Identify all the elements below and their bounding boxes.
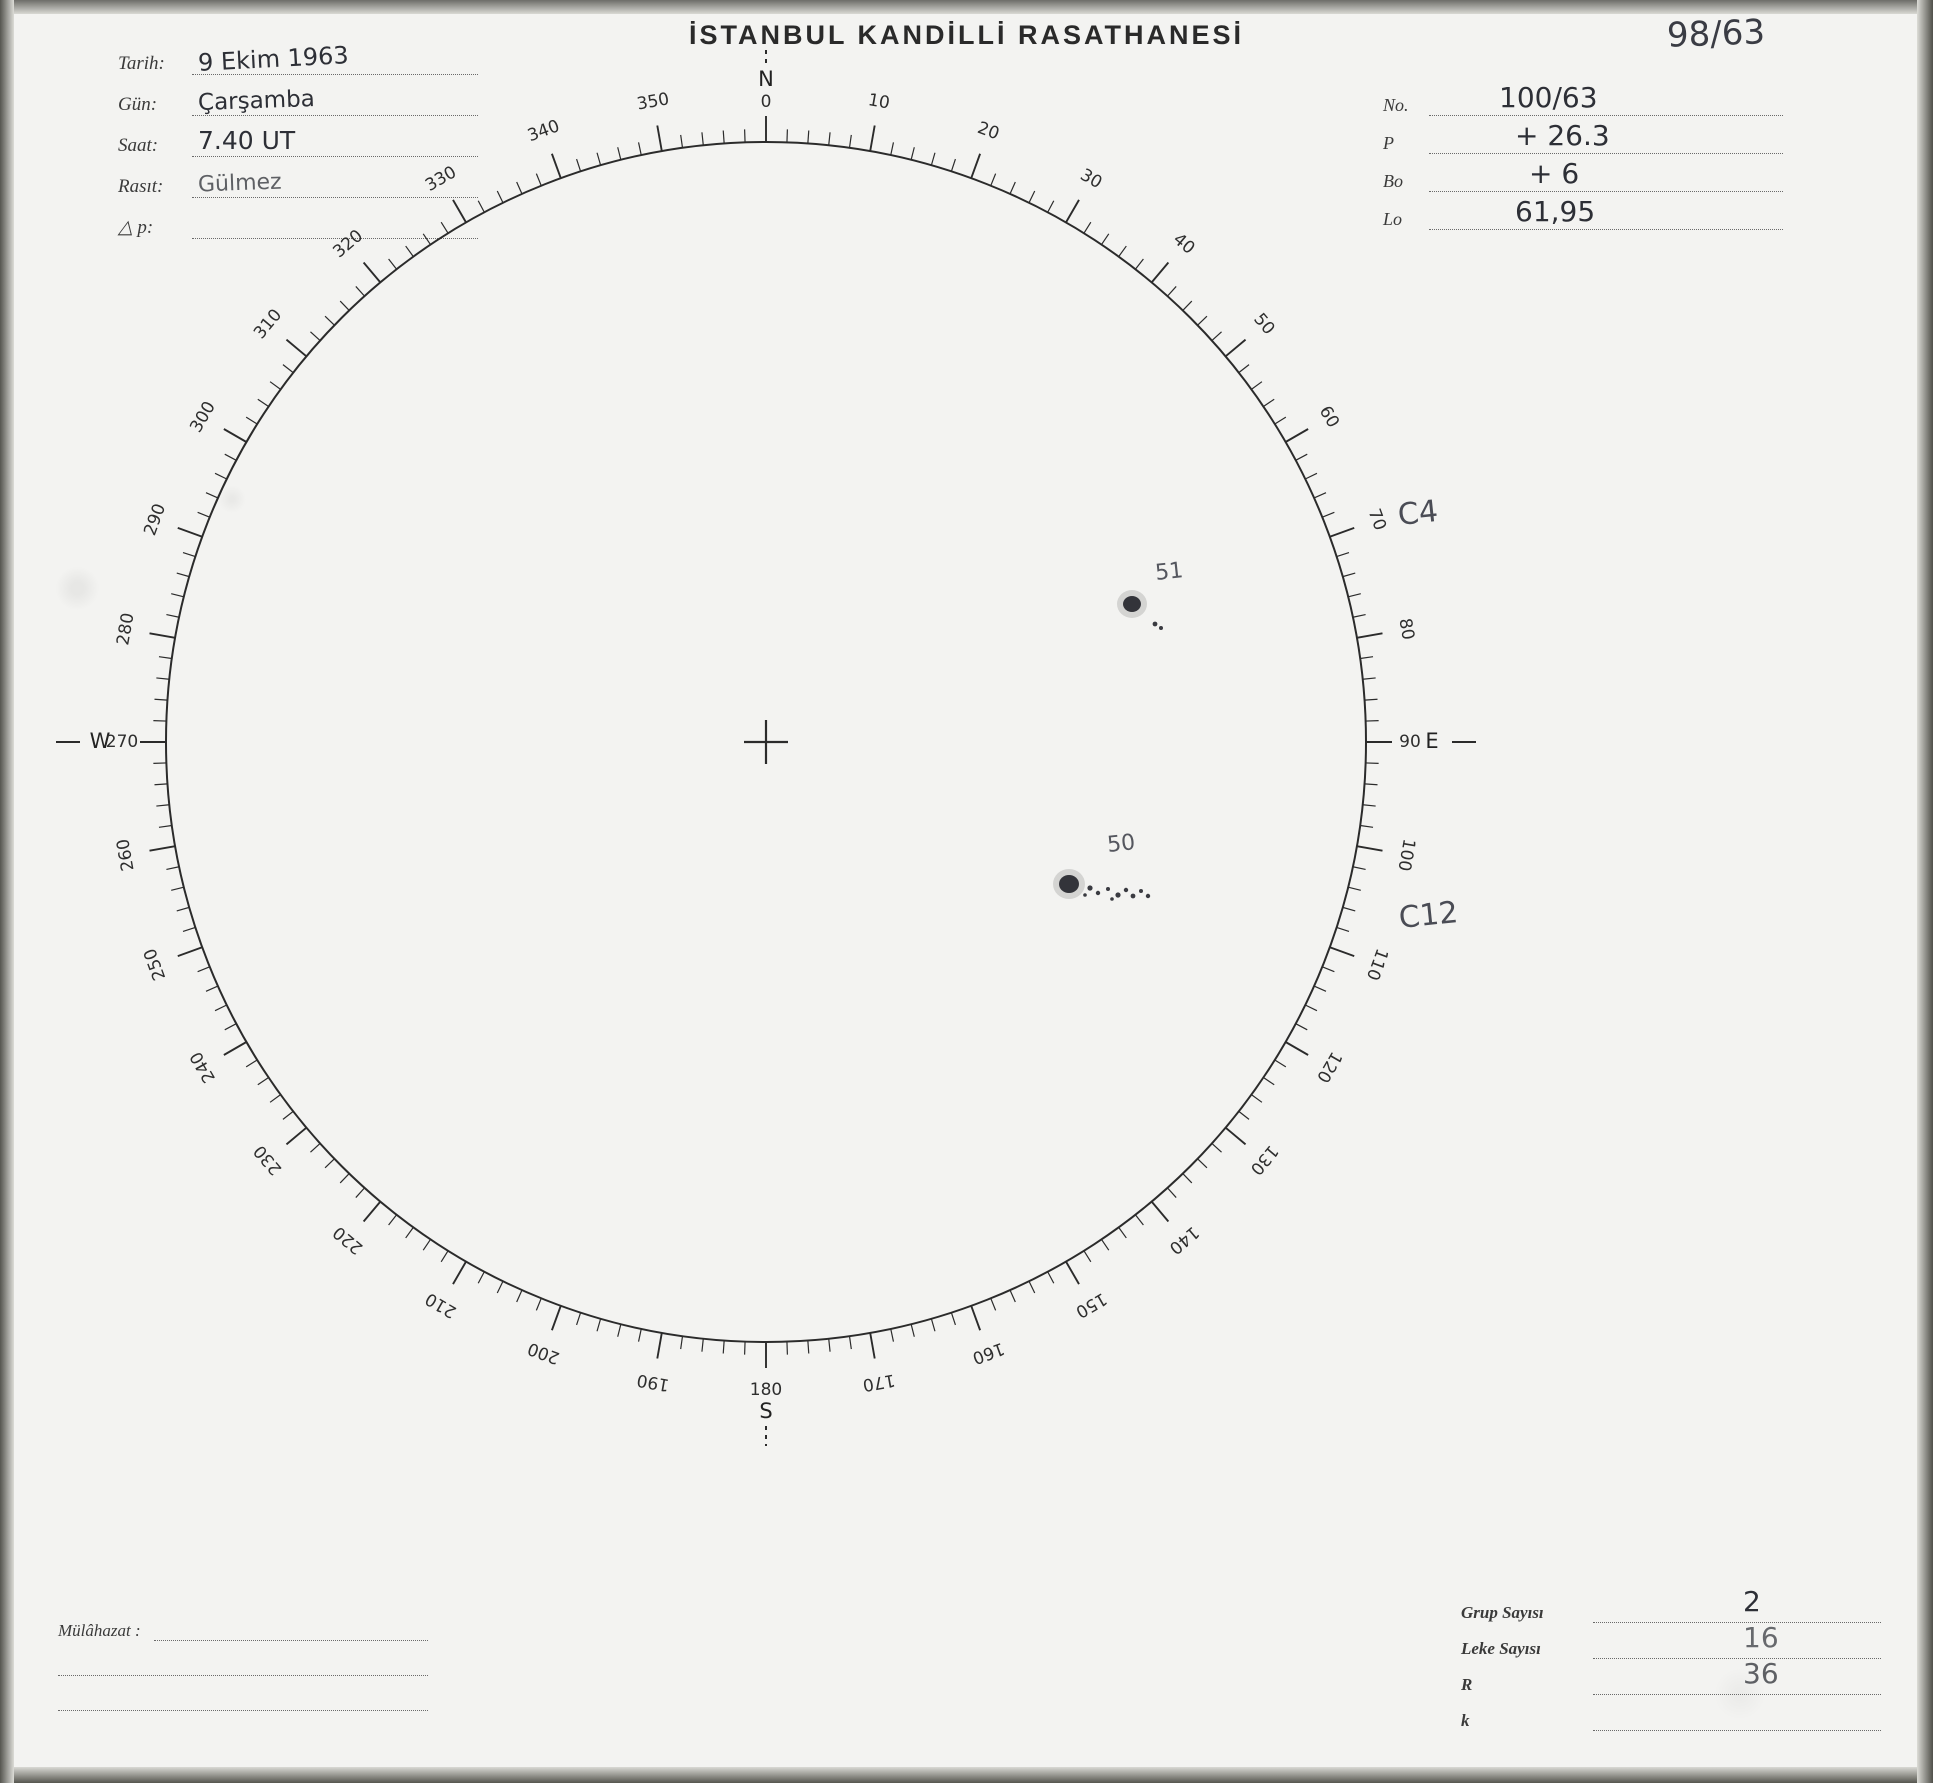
label-p: P [1383, 133, 1394, 153]
degree-tick [286, 340, 306, 357]
degree-tick [597, 1319, 601, 1331]
degree-tick [183, 927, 195, 931]
group-50-pore [1083, 893, 1087, 897]
degree-tick [723, 1341, 724, 1354]
value-r: 36 [1743, 1657, 1779, 1690]
degree-tick [597, 153, 601, 165]
degree-label: 260 [113, 837, 139, 873]
value-p: + 26.3 [1515, 119, 1610, 152]
degree-tick [1212, 332, 1222, 341]
degree-tick [389, 1215, 397, 1225]
degree-tick [159, 657, 172, 659]
degree-tick [808, 130, 809, 143]
degree-tick [829, 132, 830, 145]
degree-label: 20 [974, 118, 1002, 145]
sheet-number: 98/63 [1666, 12, 1766, 56]
degree-tick [423, 1239, 430, 1250]
page-title: İSTANBUL KANDİLLİ RASATHANESİ [689, 20, 1244, 50]
group-50-umbra [1059, 875, 1079, 893]
degree-tick [1152, 1202, 1169, 1222]
degree-label: 250 [140, 945, 171, 983]
degree-tick [1348, 887, 1361, 890]
group-50-pore [1106, 887, 1110, 891]
group-51-pore [1159, 626, 1163, 630]
degree-tick [850, 135, 852, 148]
degree-tick [951, 1313, 955, 1325]
degree-tick [517, 1290, 522, 1302]
degree-tick [1102, 234, 1109, 245]
degree-tick [1167, 286, 1176, 296]
degree-tick [1365, 699, 1378, 700]
degree-tick [1343, 573, 1355, 577]
degree-label: 120 [1312, 1047, 1346, 1087]
degree-tick [911, 147, 914, 160]
degree-tick [850, 1336, 852, 1349]
degree-tick [991, 1298, 996, 1310]
degree-tick [497, 1281, 503, 1293]
degree-tick [1263, 399, 1274, 406]
label-no: No. [1383, 95, 1409, 115]
group-50-pore [1096, 891, 1100, 895]
degree-tick [1357, 633, 1383, 638]
value-gun: Çarşamba [197, 85, 316, 117]
cardinal-label-s: S [759, 1399, 773, 1423]
degree-tick [657, 126, 662, 152]
label-delta-p: △ p: [118, 217, 154, 238]
cardinal-degree-w: 270 [105, 732, 139, 752]
degree-label: 290 [140, 501, 171, 539]
value-grup-sayisi: 2 [1743, 1585, 1761, 1618]
degree-tick [1337, 553, 1349, 557]
degree-tick [171, 887, 184, 890]
degree-tick [870, 126, 875, 152]
group-50-pore [1146, 894, 1150, 898]
degree-tick [258, 1078, 269, 1085]
degree-label: 100 [1393, 837, 1419, 873]
degree-tick [364, 1202, 381, 1222]
degree-label: 310 [249, 305, 287, 344]
degree-tick [406, 246, 414, 257]
degree-tick [1322, 512, 1334, 517]
degree-tick [224, 1042, 247, 1055]
degree-tick [310, 332, 320, 341]
degree-label: 60 [1314, 402, 1343, 432]
degree-label: 30 [1076, 165, 1106, 194]
degree-tick [258, 399, 269, 406]
group-51-umbra [1123, 596, 1141, 612]
degree-tick [206, 493, 218, 498]
degree-tick [1275, 1060, 1286, 1067]
degree-label: 140 [1164, 1221, 1203, 1259]
degree-tick [154, 784, 167, 785]
degree-tick [340, 301, 349, 310]
degree-tick [1330, 528, 1354, 537]
degree-tick [517, 182, 522, 194]
degree-tick [1251, 1095, 1262, 1103]
degree-tick [215, 1005, 227, 1011]
degree-tick [1314, 986, 1326, 991]
group-50-pore [1115, 892, 1120, 897]
degree-tick [1198, 1159, 1207, 1168]
degree-tick [286, 1128, 306, 1145]
degree-tick [951, 159, 955, 171]
cardinal-label-w: W [89, 729, 111, 753]
degree-tick [225, 454, 236, 460]
value-saat: 7.40 UT [198, 126, 296, 155]
degree-tick [1066, 1262, 1079, 1285]
degree-label: 220 [329, 1221, 368, 1259]
degree-tick [1353, 867, 1366, 870]
degree-tick [325, 316, 334, 325]
degree-label: 130 [1245, 1140, 1283, 1179]
degree-tick [536, 174, 541, 186]
degree-tick [1296, 454, 1307, 460]
degree-tick [1084, 1251, 1091, 1262]
cardinal-label-n: N [758, 67, 774, 91]
degree-label: 320 [329, 225, 368, 263]
degree-tick [1330, 947, 1354, 956]
degree-tick [156, 805, 169, 806]
degree-label: 80 [1394, 616, 1418, 642]
degree-tick [1286, 1042, 1309, 1055]
degree-tick [225, 1024, 236, 1030]
degree-tick [1363, 678, 1376, 679]
degree-tick [453, 1262, 466, 1285]
degree-tick [639, 142, 642, 155]
value-leke-sayisi: 16 [1743, 1621, 1779, 1654]
degree-tick [310, 1143, 320, 1152]
degree-tick [283, 1111, 293, 1119]
group-51-pore [1153, 622, 1158, 627]
disc-graticule [56, 50, 1476, 1446]
degree-tick [1239, 365, 1249, 373]
degree-label: 240 [186, 1047, 220, 1087]
label-gun: Gün: [118, 94, 158, 115]
degree-tick [177, 907, 189, 911]
degree-tick [1337, 927, 1349, 931]
degree-tick [1152, 262, 1169, 282]
degree-tick [971, 1306, 980, 1330]
cardinal-degree-s: 180 [749, 1380, 783, 1400]
degree-tick [198, 967, 210, 972]
group-50-pore [1131, 894, 1136, 899]
degree-tick [1084, 222, 1091, 233]
degree-tick [723, 130, 724, 143]
degree-tick [1119, 246, 1127, 257]
degree-tick [441, 222, 448, 233]
degree-tick [325, 1159, 334, 1168]
label-tarih: Tarih: [118, 53, 165, 74]
degree-label: 70 [1363, 506, 1390, 534]
label-leke-sayisi: Leke Sayısı [1461, 1639, 1541, 1658]
degree-label: 200 [525, 1337, 563, 1368]
degree-tick [497, 191, 503, 203]
degree-label: 350 [635, 89, 671, 115]
group-50-pore [1124, 888, 1128, 892]
degree-tick [206, 986, 218, 991]
degree-tick [1212, 1143, 1222, 1152]
degree-tick [453, 200, 466, 223]
degree-tick [911, 1324, 914, 1337]
degree-label: 150 [1071, 1288, 1111, 1322]
degree-tick [1305, 473, 1317, 479]
degree-tick [1239, 1111, 1249, 1119]
value-lo: 61,95 [1515, 195, 1596, 228]
degree-tick [1360, 657, 1373, 659]
label-lo: Lo [1383, 209, 1403, 229]
degree-tick [870, 1333, 875, 1359]
degree-tick [891, 1329, 894, 1342]
degree-tick [1363, 805, 1376, 806]
degree-tick [1183, 1174, 1192, 1183]
degree-tick [166, 615, 179, 618]
value-tarih: 9 Ekim 1963 [197, 41, 350, 77]
cardinal-label-e: E [1425, 729, 1439, 753]
degree-tick [577, 1313, 581, 1325]
degree-tick [618, 147, 621, 160]
degree-tick [340, 1174, 349, 1183]
label-saat: Saat: [118, 135, 159, 156]
degree-tick [356, 286, 365, 296]
degree-tick [1167, 1188, 1176, 1198]
degree-tick [702, 1339, 703, 1352]
degree-tick [1360, 826, 1373, 828]
label-mulahazat: Mülâhazat : [58, 1621, 141, 1640]
degree-tick [1296, 1024, 1307, 1030]
degree-tick [1010, 1290, 1015, 1302]
degree-tick [1226, 340, 1246, 357]
degree-tick [1348, 594, 1361, 597]
degree-tick [1263, 1078, 1274, 1085]
degree-tick [1102, 1239, 1109, 1250]
degree-tick [283, 365, 293, 373]
degree-tick [1198, 316, 1207, 325]
label-k: k [1461, 1711, 1470, 1730]
degree-tick [246, 417, 257, 424]
degree-tick [1251, 382, 1262, 390]
label-grup-sayisi: Grup Sayısı [1461, 1603, 1544, 1622]
degree-tick [224, 429, 247, 442]
degree-tick [1314, 493, 1326, 498]
degree-label: 280 [113, 611, 139, 647]
degree-tick [1353, 615, 1366, 618]
disc-annotation: C4 [1396, 493, 1440, 533]
degree-label: 170 [861, 1369, 897, 1395]
degree-tick [177, 573, 189, 577]
degree-tick [536, 1298, 541, 1310]
degree-tick [552, 1306, 561, 1330]
degree-label: 190 [635, 1369, 671, 1395]
degree-tick [150, 633, 176, 638]
degree-tick [246, 1060, 257, 1067]
label-bo: Bo [1383, 171, 1403, 191]
degree-tick [159, 826, 172, 828]
degree-tick [1357, 846, 1383, 851]
degree-tick [971, 154, 980, 178]
label-r: R [1461, 1675, 1473, 1694]
degree-tick [1286, 429, 1309, 442]
degree-tick [618, 1324, 621, 1337]
degree-tick [1343, 907, 1355, 911]
degree-tick [1010, 182, 1015, 194]
degree-tick [215, 473, 227, 479]
degree-label: 110 [1361, 945, 1392, 983]
degree-tick [808, 1341, 809, 1354]
value-rasit: Gülmez [197, 169, 283, 198]
degree-tick [478, 201, 484, 212]
degree-tick [156, 678, 169, 679]
disc-annotation: 50 [1106, 830, 1137, 858]
group-50-pore [1110, 897, 1114, 901]
value-no: 100/63 [1499, 81, 1598, 114]
degree-tick [389, 259, 397, 269]
degree-tick [150, 846, 176, 851]
degree-tick [441, 1251, 448, 1262]
degree-tick [1066, 200, 1079, 223]
degree-label: 210 [421, 1288, 461, 1322]
group-50-pore [1139, 889, 1143, 893]
disc-annotation: 51 [1154, 558, 1185, 586]
degree-tick [166, 867, 179, 870]
degree-tick [1119, 1227, 1127, 1238]
degree-tick [891, 142, 894, 155]
degree-tick [657, 1333, 662, 1359]
degree-tick [1305, 1005, 1317, 1011]
degree-tick [1183, 301, 1192, 310]
degree-label: 230 [249, 1140, 287, 1179]
degree-tick [1365, 784, 1378, 785]
cardinal-degree-e: 90 [1399, 732, 1421, 752]
value-bo: + 6 [1529, 157, 1580, 190]
degree-tick [1322, 967, 1334, 972]
degree-tick [702, 132, 703, 145]
degree-tick [356, 1188, 365, 1198]
degree-tick [681, 135, 683, 148]
degree-label: 330 [421, 162, 461, 196]
degree-tick [1048, 1272, 1054, 1283]
degree-tick [829, 1339, 830, 1352]
degree-tick [406, 1227, 414, 1238]
disc-annotation: C12 [1397, 894, 1460, 936]
degree-label: 160 [969, 1337, 1007, 1368]
degree-label: 300 [186, 397, 220, 437]
degree-tick [577, 159, 581, 171]
degree-tick [1275, 417, 1286, 424]
degree-tick [178, 528, 202, 537]
degree-tick [178, 947, 202, 956]
degree-tick [1135, 259, 1143, 269]
degree-tick [681, 1336, 683, 1349]
degree-tick [931, 1319, 935, 1331]
degree-tick [1048, 201, 1054, 212]
degree-label: 10 [866, 90, 892, 114]
degree-tick [154, 699, 167, 700]
degree-tick [478, 1272, 484, 1283]
degree-tick [198, 512, 210, 517]
cardinal-degree-n: 0 [760, 92, 772, 112]
degree-tick [1135, 1215, 1143, 1225]
degree-tick [1226, 1128, 1246, 1145]
degree-tick [183, 553, 195, 557]
degree-label: 340 [525, 116, 563, 147]
label-rasit: Rasıt: [118, 176, 164, 197]
degree-tick [991, 174, 996, 186]
group-50-pore [1087, 885, 1092, 890]
degree-tick [270, 382, 281, 390]
degree-tick [171, 594, 184, 597]
degree-tick [639, 1329, 642, 1342]
degree-label: 50 [1249, 309, 1279, 339]
degree-tick [270, 1095, 281, 1103]
degree-label: 40 [1169, 229, 1199, 259]
degree-tick [423, 234, 430, 245]
degree-tick [931, 153, 935, 165]
degree-tick [1029, 191, 1035, 203]
degree-tick [552, 154, 561, 178]
degree-tick [1029, 1281, 1035, 1293]
degree-tick [364, 262, 381, 282]
